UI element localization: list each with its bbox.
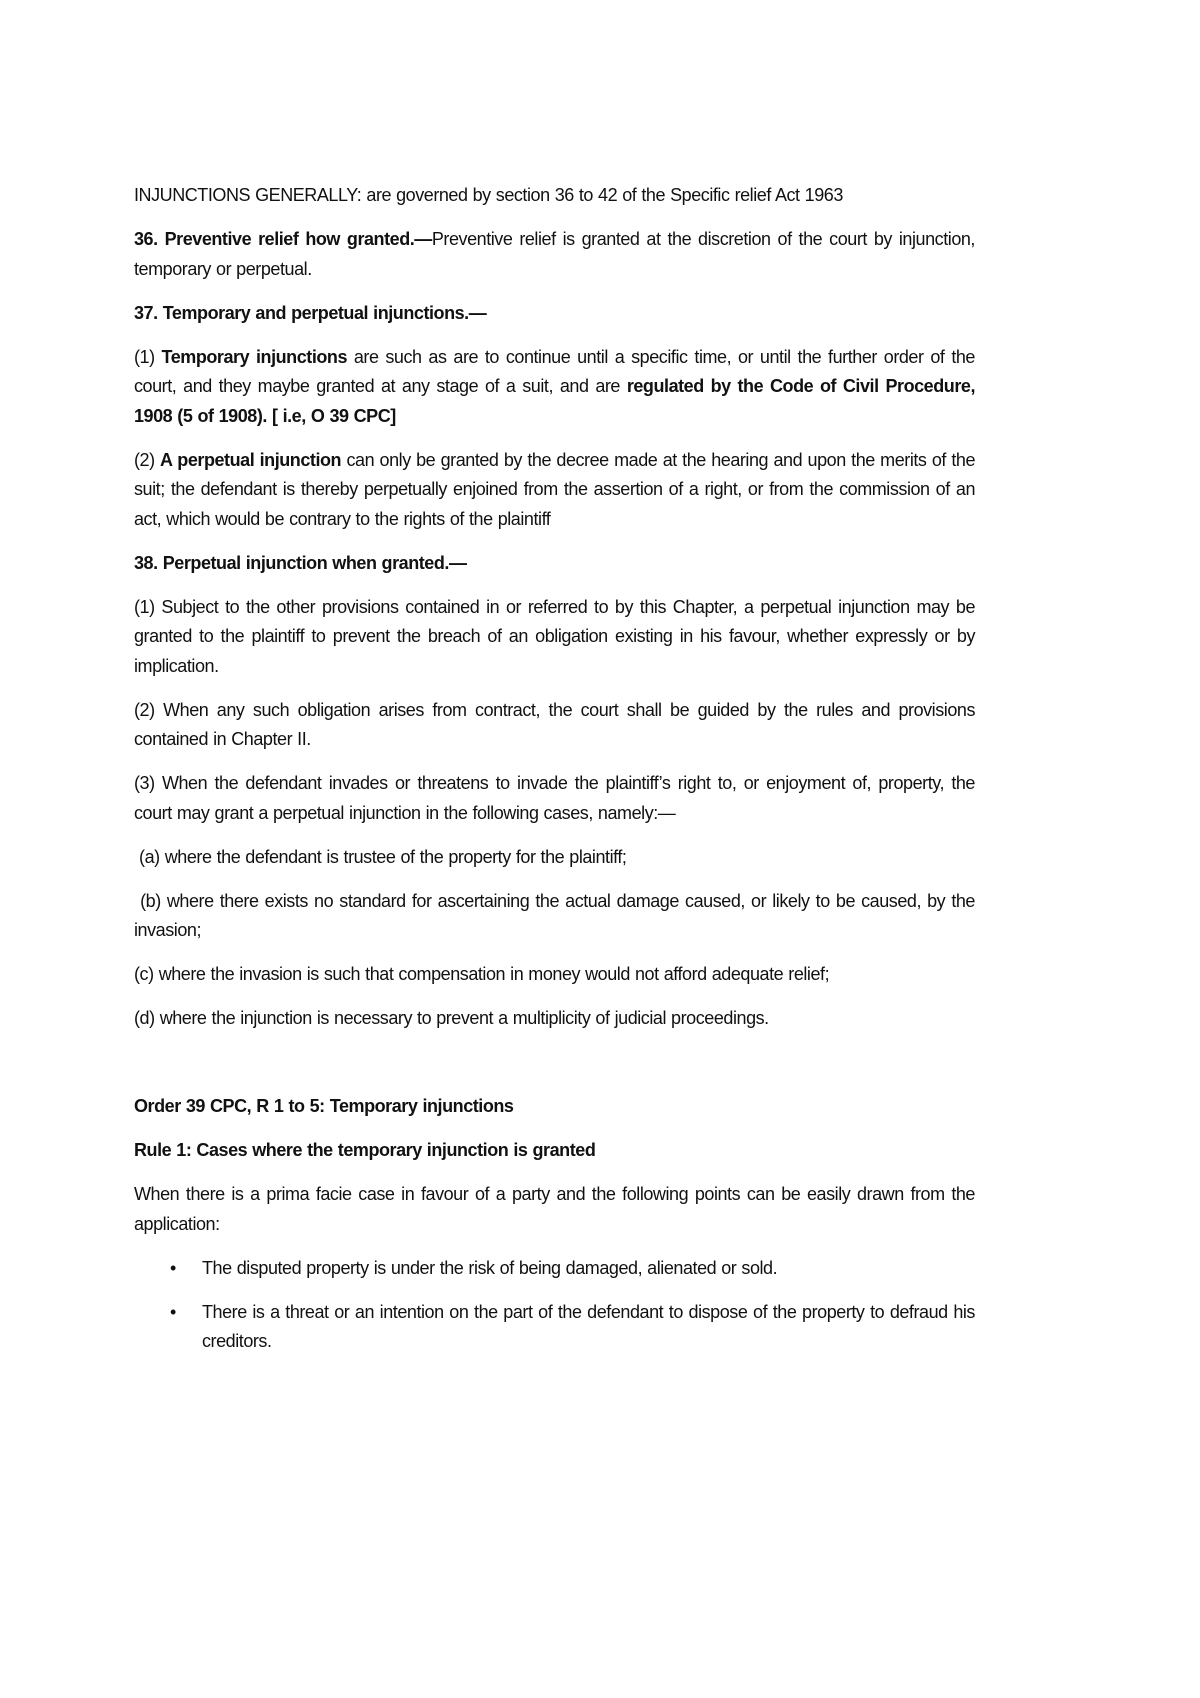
section-37-heading <box>134 299 975 329</box>
section-38-clause-3: (3) When the defendant invades or threatens to invade the plaintiff’s right to, or enjoyment of, property, the court may grant a perpetual injunction in the following cases, namely:— <box>134 773 975 823</box>
section-37-clause-1 <box>134 343 975 432</box>
order-39-heading <box>134 1092 975 1122</box>
bold-term: A perpetual injunction <box>160 449 342 470</box>
bold-text: regulated by the Code of Civil Procedure, 1908 (5 of 1908). [ i.e, O 39 CPC] <box>134 376 975 426</box>
section-38-case-c: (c) where the invasion is such that compensation in money would not afford adequate relief; <box>134 964 830 984</box>
bold-term: Temporary injunctions <box>161 346 348 367</box>
list-item-text: There is a threat or an intention on the part of the defendant to dispose of the property to defraud his creditors. <box>202 1301 975 1351</box>
heading-text: Order 39 CPC, R 1 to 5: Temporary injunctions <box>134 1096 514 1116</box>
section-38-clause-1: (1) Subject to the other provisions contained in or referred to by this Chapter, a perpetual injunction may be granted to the plaintiff to prevent the breach of an obligation existing in his favour, whether expressly or by implication. <box>134 596 975 676</box>
bullet-icon: • <box>170 1257 176 1278</box>
section-36 <box>134 225 975 284</box>
clause-text: can only be granted by the decree made at the hearing and upon the merits of the suit; the defendant is thereby perpetually enjoined from the assertion of a right, or from the commission of an act, which would be contrary to the rights of the plaintiff <box>134 449 976 529</box>
intro-text: are governed by section 36 to 42 of the Specific relief Act 1963 <box>361 185 843 205</box>
section-37-clause-2 <box>134 446 975 535</box>
bullet-icon: • <box>170 1301 176 1322</box>
heading-text: 37. Temporary and perpetual injunctions.— <box>134 302 487 323</box>
section-38-clause-2: (2) When any such obligation arises from contract, the court shall be guided by the rules and provisions contained in Chapter II. <box>134 699 975 749</box>
rule-1-intro: When there is a prima facie case in favour of a party and the following points can be easily drawn from the application: <box>134 1184 975 1234</box>
clause-text: are such as are to continue until a specific time, or until the further order of the court, and they maybe granted at any stage of a suit, and are <box>134 346 975 396</box>
clause-number: (2) <box>134 449 161 470</box>
list-item <box>134 1254 975 1284</box>
spacer <box>134 1048 975 1092</box>
clause-number: (1) <box>134 346 162 367</box>
section-38-heading <box>134 549 975 579</box>
document-page <box>134 181 975 1371</box>
rule-1-bullet-list <box>134 1254 975 1357</box>
section-36-text: Preventive relief is granted at the discretion of the court by injunction, temporary or perpetual. <box>134 229 975 279</box>
section-38-case-a: (a) where the defendant is trustee of the property for the plaintiff; <box>134 846 627 867</box>
heading-text: Rule 1: Cases where the temporary injunction is granted <box>134 1140 596 1160</box>
list-item <box>134 1298 975 1357</box>
section-36-heading: 36. Preventive relief how granted.— <box>134 229 432 249</box>
intro-lead: INJUNCTIONS GENERALLY: <box>134 185 362 205</box>
section-38-case-b: (b) where there exists no standard for ascertaining the actual damage caused, or likely to be caused, by the invasion; <box>134 890 975 940</box>
intro-paragraph <box>134 181 975 211</box>
list-item-text: The disputed property is under the risk of being damaged, alienated or sold. <box>202 1257 778 1278</box>
rule-1-heading <box>134 1136 975 1166</box>
heading-text: 38. Perpetual injunction when granted.— <box>134 552 467 573</box>
section-38-case-d: (d) where the injunction is necessary to prevent a multiplicity of judicial proceedings. <box>134 1008 769 1028</box>
